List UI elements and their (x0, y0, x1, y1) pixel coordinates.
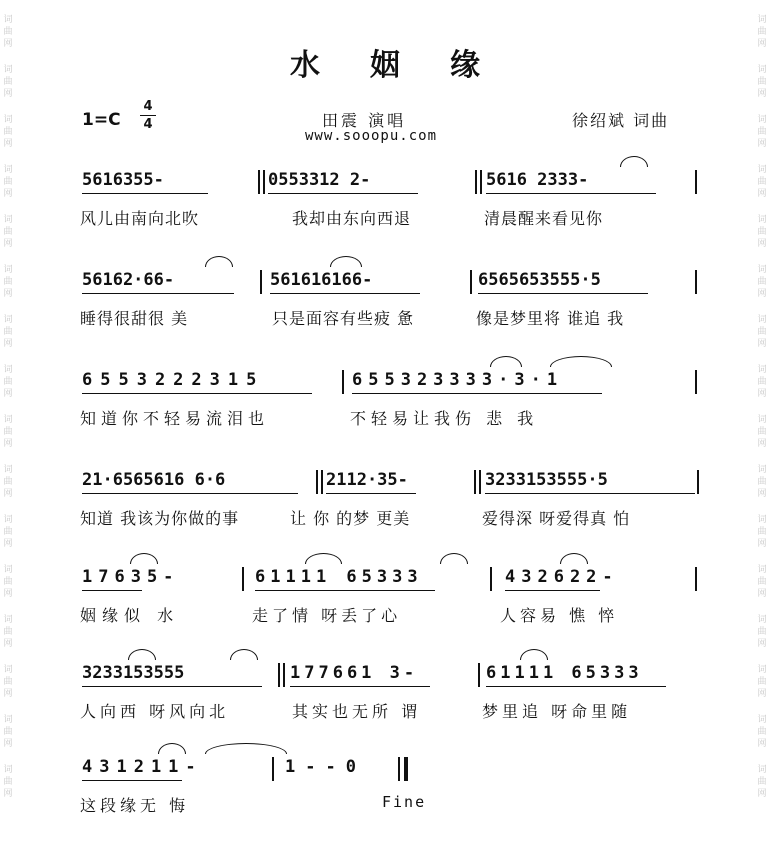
fine-marking: Fine (382, 793, 427, 811)
composer-credit: 徐绍斌 词曲 (572, 111, 670, 130)
watermark-text: 词曲网 (757, 165, 767, 199)
watermark-text: 词曲网 (757, 65, 767, 99)
watermark-text: 词曲网 (3, 265, 13, 299)
measure-notes: 1--0 (285, 757, 366, 777)
watermark-right (754, 0, 770, 856)
watermark-text: 词曲网 (757, 315, 767, 349)
meter-top: 4 (143, 99, 153, 114)
measure-notes: 5616 2333- (486, 170, 589, 190)
measure-notes: 5616355- (82, 170, 164, 190)
watermark-text: 词曲网 (757, 715, 767, 749)
key-signature: 1=C (82, 110, 121, 130)
watermark-text: 词曲网 (757, 215, 767, 249)
watermark-text: 词曲网 (3, 615, 13, 649)
measure-notes: 561616166- (270, 270, 373, 290)
watermark-text: 词曲网 (757, 765, 767, 799)
watermark-text: 词曲网 (3, 215, 13, 249)
watermark-text: 词曲网 (3, 15, 13, 49)
lyric-line: 像是梦里将 谁追 我 (476, 309, 625, 328)
lyric-line: 其实也无所 谓 (292, 702, 422, 721)
lyric-line: 这段缘无 悔 (80, 796, 190, 815)
watermark-text: 词曲网 (757, 365, 767, 399)
measure-notes: 21·6565616 6·6 (82, 470, 226, 490)
watermark-left (0, 0, 16, 856)
watermark-text: 词曲网 (757, 265, 767, 299)
measure-notes: 17635- (82, 567, 180, 587)
watermark-text: 词曲网 (3, 65, 13, 99)
measure-notes: 2112·35- (326, 470, 408, 490)
watermark-text: 词曲网 (3, 515, 13, 549)
singer-credit: 田震 演唱 (322, 111, 407, 130)
lyric-line: 我却由东向西退 (292, 209, 412, 228)
watermark-text: 词曲网 (3, 465, 13, 499)
watermark-text: 词曲网 (3, 365, 13, 399)
measure-notes: 177661 3- (290, 663, 419, 683)
watermark-text: 词曲网 (3, 565, 13, 599)
lyric-line: 知道你不轻易流泪也 (80, 409, 270, 428)
song-title: 水姻缘 (290, 48, 530, 83)
measure-notes: 3233153555 (82, 663, 185, 683)
watermark-text: 词曲网 (3, 715, 13, 749)
watermark-text: 词曲网 (3, 665, 13, 699)
time-signature (140, 99, 156, 132)
watermark-text: 词曲网 (757, 415, 767, 449)
lyric-line: 走了情 呀丢了心 (252, 606, 402, 625)
lyric-line: 梦里追 呀命里随 (482, 702, 632, 721)
meter-bottom: 4 (143, 117, 153, 132)
watermark-text: 词曲网 (3, 115, 13, 149)
watermark-text: 词曲网 (3, 765, 13, 799)
lyric-line: 让 你 的梦 更美 (290, 509, 411, 528)
site-url: www.sooopu.com (305, 128, 438, 144)
lyric-line: 风儿由南向北吹 (80, 209, 200, 228)
measure-notes: 3233153555·5 (485, 470, 608, 490)
watermark-text: 词曲网 (757, 15, 767, 49)
watermark-text: 词曲网 (3, 165, 13, 199)
watermark-text: 词曲网 (757, 465, 767, 499)
lyric-line: 爱得深 呀爱得真 怕 (482, 509, 631, 528)
lyric-line: 人容易 憔 悴 (500, 606, 619, 625)
watermark-text: 词曲网 (757, 665, 767, 699)
measure-notes: 6553222315 (82, 370, 265, 390)
measure-notes: 6565653555·5 (478, 270, 601, 290)
watermark-text: 词曲网 (3, 315, 13, 349)
lyric-line: 只是面容有些疲 惫 (272, 309, 415, 328)
watermark-text: 词曲网 (757, 515, 767, 549)
lyric-line: 知道 我该为你做的事 (80, 509, 240, 528)
measure-notes: 431211- (82, 757, 203, 777)
lyric-line: 姻缘似 水 (80, 606, 180, 625)
lyric-line: 人向西 呀风向北 (80, 702, 230, 721)
watermark-text: 词曲网 (757, 115, 767, 149)
measure-notes: 655323333·3·1 (352, 370, 564, 390)
lyric-line: 睡得很甜很 美 (80, 309, 189, 328)
measure-notes: 61111 65333 (486, 663, 643, 683)
watermark-text: 词曲网 (757, 615, 767, 649)
watermark-text: 词曲网 (3, 415, 13, 449)
measure-notes: 432622- (505, 567, 619, 587)
measure-notes: 56162·66- (82, 270, 175, 290)
lyric-line: 不轻易让我伤 悲 我 (350, 409, 539, 428)
measure-notes: 61111 65333 (255, 567, 423, 587)
watermark-text: 词曲网 (757, 565, 767, 599)
measure-notes: 0553312 2- (268, 170, 371, 190)
lyric-line: 清晨醒来看见你 (484, 209, 604, 228)
